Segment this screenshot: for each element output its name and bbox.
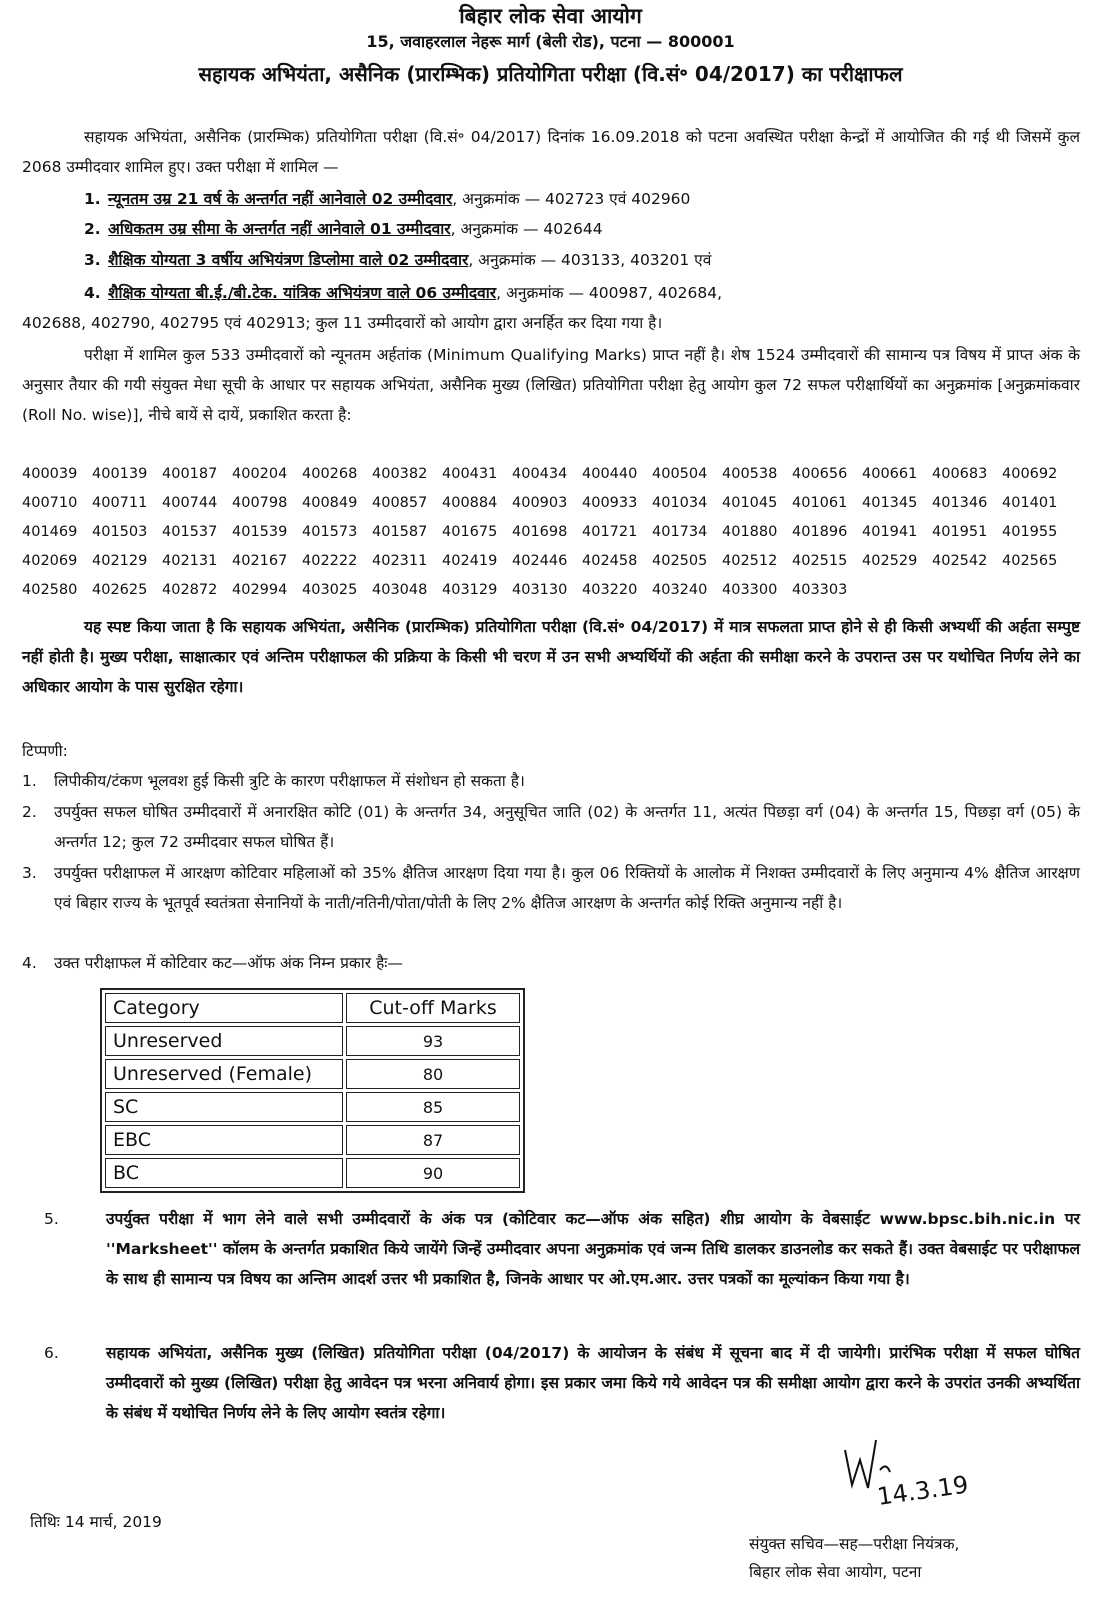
roll-number: 402131 xyxy=(162,553,218,569)
roll-number: 402505 xyxy=(652,553,708,569)
table-header-row xyxy=(105,993,520,1023)
roll-number: 400884 xyxy=(442,495,498,511)
roll-number: 402580 xyxy=(22,582,78,598)
note-number: 2. xyxy=(22,803,37,821)
roll-number: 400382 xyxy=(372,466,428,482)
roll-number: 402625 xyxy=(92,582,148,598)
table-row xyxy=(105,1092,520,1122)
item-bold: अधिकतम उम्र सीमा के अन्तर्गत नहीं आनेवाले 01 उम्मीदवार xyxy=(108,220,451,238)
roll-number: 401469 xyxy=(22,524,78,540)
roll-number: 401061 xyxy=(792,495,848,511)
roll-number: 401401 xyxy=(1002,495,1058,511)
roll-row xyxy=(22,582,1082,611)
roll-number: 400711 xyxy=(92,495,148,511)
roll-number: 401587 xyxy=(372,524,428,540)
roll-number: 400744 xyxy=(162,495,218,511)
roll-number: 400849 xyxy=(302,495,358,511)
roll-number: 403240 xyxy=(652,582,708,598)
note-text: उपर्युक्त परीक्षाफल में आरक्षण कोटिवार महिलाओं को 35% क्षैतिज आरक्षण दिया गया है। कुल 06 रिक्तियों के आलोक में निशक्त उम्मीदवारों के लिए अनुमान्य 4% क्षैतिज आरक्षण एवं बिहार राज्य के भूतपूर्व स्वतंत्रता सेनानियों के नाती/नतिनी/पोता/पोती के लिए 2% क्षैतिज आरक्षण के अन्तर्गत कोई रिक्ति अनुमान्य नहीं है। xyxy=(54,864,1080,912)
roll-number-list xyxy=(22,466,1082,611)
roll-number: 402994 xyxy=(232,582,288,598)
cutoff-table xyxy=(100,988,525,1193)
roll-number: 403300 xyxy=(722,582,778,598)
disqualified-item xyxy=(84,245,1080,275)
roll-number: 401675 xyxy=(442,524,498,540)
note-number: 6. xyxy=(44,1344,59,1362)
item-number: 3. xyxy=(84,251,101,269)
item-rest: , अनुक्रमांक — 403133, 403201 एवं xyxy=(468,251,712,269)
roll-number: 402542 xyxy=(932,553,988,569)
roll-number: 400656 xyxy=(792,466,848,482)
signature-stroke xyxy=(845,1440,890,1488)
category-cell: EBC xyxy=(105,1125,343,1155)
roll-number: 401896 xyxy=(792,524,848,540)
roll-number: 401698 xyxy=(512,524,568,540)
disqualified-item xyxy=(84,184,1080,214)
roll-number: 402311 xyxy=(372,553,428,569)
note-number: 4. xyxy=(22,954,37,972)
roll-number: 403025 xyxy=(302,582,358,598)
note-number: 5. xyxy=(44,1210,59,1228)
intro-paragraph: सहायक अभियंता, असैनिक (प्रारम्भिक) प्रतियोगिता परीक्षा (वि.सं॰ 04/2017) दिनांक 16.09.2018 को पटना अवस्थित परीक्षा केन्द्रों में आयोजित की गई थी जिसमें कुल 2068 उम्मीदवार शामिल हुए। उक्त परीक्षा में शामिल — xyxy=(22,128,1080,176)
roll-number: 400440 xyxy=(582,466,638,482)
issue-date: तिथिः 14 मार्च, 2019 xyxy=(30,1513,162,1531)
note-item xyxy=(22,766,1080,796)
signature-date: 14.3.19 xyxy=(875,1470,971,1511)
roll-number: 400903 xyxy=(512,495,568,511)
note-number: 3. xyxy=(22,864,37,882)
roll-number: 402167 xyxy=(232,553,288,569)
roll-number: 403130 xyxy=(512,582,568,598)
roll-number: 400857 xyxy=(372,495,428,511)
cutoff-cell: 80 xyxy=(346,1059,520,1089)
item-number: 4. xyxy=(84,284,101,302)
roll-number: 400039 xyxy=(22,466,78,482)
roll-number: 401721 xyxy=(582,524,638,540)
roll-number: 401941 xyxy=(862,524,918,540)
signatory-block xyxy=(749,1530,1079,1586)
roll-number: 400538 xyxy=(722,466,778,482)
org-address: 15, जवाहरलाल नेहरू मार्ग (बेली रोड), पटना — 800001 xyxy=(366,32,735,51)
roll-number: 401045 xyxy=(722,495,778,511)
roll-number: 402515 xyxy=(792,553,848,569)
roll-number: 401537 xyxy=(162,524,218,540)
item-rest: , अनुक्रमांक — 402723 एवं 402960 xyxy=(452,190,691,208)
roll-number: 401539 xyxy=(232,524,288,540)
roll-number: 401573 xyxy=(302,524,358,540)
roll-number: 402458 xyxy=(582,553,638,569)
roll-row xyxy=(22,495,1082,524)
handwritten-signature xyxy=(840,1430,971,1540)
roll-number: 401503 xyxy=(92,524,148,540)
org-name: बिहार लोक सेवा आयोग xyxy=(459,4,642,28)
cutoff-cell: 87 xyxy=(346,1125,520,1155)
roll-number: 403303 xyxy=(792,582,848,598)
note-item xyxy=(22,948,1080,978)
roll-number: 403129 xyxy=(442,582,498,598)
roll-number: 402872 xyxy=(162,582,218,598)
item-rest: , अनुक्रमांक — 402644 xyxy=(450,220,603,238)
roll-number: 401951 xyxy=(932,524,988,540)
cutoff-cell: 93 xyxy=(346,1026,520,1056)
column-header: Cut-off Marks xyxy=(346,993,520,1023)
column-header: Category xyxy=(105,993,343,1023)
roll-number: 400434 xyxy=(512,466,568,482)
note-item xyxy=(22,797,1080,857)
category-cell: Unreserved (Female) xyxy=(105,1059,343,1089)
note-item xyxy=(22,858,1080,918)
roll-number: 400204 xyxy=(232,466,288,482)
note-text: लिपीकीय/टंकण भूलवश हुई किसी त्रुटि के कारण परीक्षाफल में संशोधन हो सकता है। xyxy=(54,772,525,790)
roll-number: 400431 xyxy=(442,466,498,482)
table-row xyxy=(105,1059,520,1089)
note-text: उपर्युक्त परीक्षा में भाग लेने वाले सभी उम्मीदवारों के अंक पत्र (कोटिवार कट—ऑफ अंक सहित) शीघ्र आयोग के वेबसाईट www.bpsc.bih.nic.in पर ''Marksheet'' कॉलम के अन्तर्गत प्रकाशित किये जायेंगे जिन्हें उम्मीदवार अपना अनुक्रमांक एवं जन्म तिथि डालकर डाउनलोड कर सकते हैं। उक्त वेबसाईट पर परीक्षाफल के साथ ही सामान्य पत्र विषय का अन्तिम आदर्श उत्तर भी प्रकाशित है, जिनके आधार पर ओ.एम.आर. उत्तर पत्रकों का मूल्यांकन किया गया है। xyxy=(106,1210,1080,1288)
roll-number: 402446 xyxy=(512,553,568,569)
table-row xyxy=(105,1026,520,1056)
roll-number: 402129 xyxy=(92,553,148,569)
roll-number: 401345 xyxy=(862,495,918,511)
roll-number: 400187 xyxy=(162,466,218,482)
item-rest: , अनुक्रमांक — 400987, 402684, xyxy=(496,284,723,302)
note-text: उक्त परीक्षाफल में कोटिवार कट—ऑफ अंक निम्न प्रकार हैः— xyxy=(54,954,403,972)
roll-number: 402565 xyxy=(1002,553,1058,569)
roll-number: 400683 xyxy=(932,466,988,482)
clarification-paragraph: यह स्पष्ट किया जाता है कि सहायक अभियंता, असैनिक (प्रारम्भिक) प्रतियोगिता परीक्षा (वि.सं॰ 04/2017) में मात्र सफलता प्राप्त होने से ही किसी अभ्यर्थी की अर्हता सम्पुष्ट नहीं होती है। मुख्य परीक्षा, साक्षात्कार एवं अन्तिम परीक्षाफल की प्रक्रिया के किसी भी चरण में उन सभी अभ्यर्थियों की अर्हता की समीक्षा करने के उपरान्त उस पर यथोचित निर्णय लेने का अधिकार आयोग के पास सुरक्षित रहेगा। xyxy=(22,618,1080,696)
item-bold: शैक्षिक योग्यता 3 वर्षीय अभियंत्रण डिप्लोमा वाले 02 उम्मीदवार xyxy=(108,251,469,269)
note-item xyxy=(22,1338,1080,1428)
roll-row xyxy=(22,466,1082,495)
item-bold: न्यूनतम उम्र 21 वर्ष के अन्तर्गत नहीं आनेवाले 02 उम्मीदवार xyxy=(108,190,453,208)
table-row xyxy=(105,1158,520,1188)
cutoff-cell: 85 xyxy=(346,1092,520,1122)
roll-row xyxy=(22,553,1082,582)
roll-number: 403220 xyxy=(582,582,638,598)
roll-number: 402512 xyxy=(722,553,778,569)
disqualified-continuation: 402688, 402790, 402795 एवं 402913; कुल 11 उम्मीदवारों को आयोग द्वारा अनर्हित कर दिया गया है। xyxy=(22,314,663,332)
roll-number: 402222 xyxy=(302,553,358,569)
note-item xyxy=(22,1204,1080,1294)
notes-label: टिप्पणी: xyxy=(22,742,68,760)
note-text: सहायक अभियंता, असैनिक मुख्य (लिखित) प्रतियोगिता परीक्षा (04/2017) के आयोजन के संबंध में सूचना बाद में दी जायेगी। प्रारंभिक परीक्षा में सफल घोषित उम्मीदवारों को मुख्य (लिखित) परीक्षा हेतु आवेदन पत्र भरना अनिवार्य होगा। इस प्रकार जमा किये गये आवेदन पत्र की समीक्षा आयोग द्वारा करने के उपरांत उनकी अभ्यर्थिता के संबंध में यथोचित निर्णय लेने के लिए आयोग स्वतंत्र रहेगा। xyxy=(106,1344,1080,1422)
category-cell: Unreserved xyxy=(105,1026,343,1056)
roll-number: 402529 xyxy=(862,553,918,569)
item-number: 1. xyxy=(84,190,101,208)
disqualified-item xyxy=(84,278,1080,308)
roll-number: 401034 xyxy=(652,495,708,511)
roll-number: 400661 xyxy=(862,466,918,482)
roll-number: 402419 xyxy=(442,553,498,569)
signatory-line-2: बिहार लोक सेवा आयोग, पटना xyxy=(749,1563,922,1581)
roll-number: 400933 xyxy=(582,495,638,511)
item-bold: शैक्षिक योग्यता बी.ई./बी.टेक. यांत्रिक अभियंत्रण वाले 06 उम्मीदवार xyxy=(108,284,497,302)
roll-number: 400710 xyxy=(22,495,78,511)
roll-number: 402069 xyxy=(22,553,78,569)
note-text: उपर्युक्त सफल घोषित उम्मीदवारों में अनारक्षित कोटि (01) के अन्तर्गत 34, अनुसूचित जाति (02) के अन्तर्गत 11, अत्यंत पिछड़ा वर्ग (04) के अन्तर्गत 15, पिछड़ा वर्ग (05) के अन्तर्गत 12; कुल 72 उम्मीदवार सफल घोषित हैं। xyxy=(54,803,1080,851)
roll-number: 400139 xyxy=(92,466,148,482)
item-number: 2. xyxy=(84,220,101,238)
cutoff-cell: 90 xyxy=(346,1158,520,1188)
signatory-line-1: संयुक्त सचिव—सह—परीक्षा नियंत्रक, xyxy=(749,1535,960,1553)
notice-title: सहायक अभियंता, असैनिक (प्रारम्भिक) प्रतियोगिता परीक्षा (वि.सं॰ 04/2017) का परीक्षाफल xyxy=(198,62,903,86)
roll-number: 401880 xyxy=(722,524,778,540)
result-paragraph: परीक्षा में शामिल कुल 533 उम्मीदवारों को न्यूनतम अर्हतांक (Minimum Qualifying Marks) प्राप्त नहीं है। शेष 1524 उम्मीदवारों की सामान्य पत्र विषय में प्राप्त अंक के अनुसार तैयार की गयी संयुक्त मेधा सूची के आधार पर सहायक अभियंता, असैनिक मुख्य (लिखित) प्रतियोगिता परीक्षा हेतु आयोग कुल 72 सफल परीक्षार्थियों का अनुक्रमांक [अनुक्रमांकवार (Roll No. wise)], नीचे बायें से दायें, प्रकाशित करता है: xyxy=(22,346,1080,424)
roll-number: 400692 xyxy=(1002,466,1058,482)
roll-number: 400268 xyxy=(302,466,358,482)
table-row xyxy=(105,1125,520,1155)
roll-number: 400798 xyxy=(232,495,288,511)
category-cell: BC xyxy=(105,1158,343,1188)
roll-number: 403048 xyxy=(372,582,428,598)
roll-number: 401955 xyxy=(1002,524,1058,540)
disqualified-item xyxy=(84,214,1080,244)
category-cell: SC xyxy=(105,1092,343,1122)
roll-number: 401734 xyxy=(652,524,708,540)
note-number: 1. xyxy=(22,772,37,790)
roll-number: 400504 xyxy=(652,466,708,482)
roll-row xyxy=(22,524,1082,553)
roll-number: 401346 xyxy=(932,495,988,511)
